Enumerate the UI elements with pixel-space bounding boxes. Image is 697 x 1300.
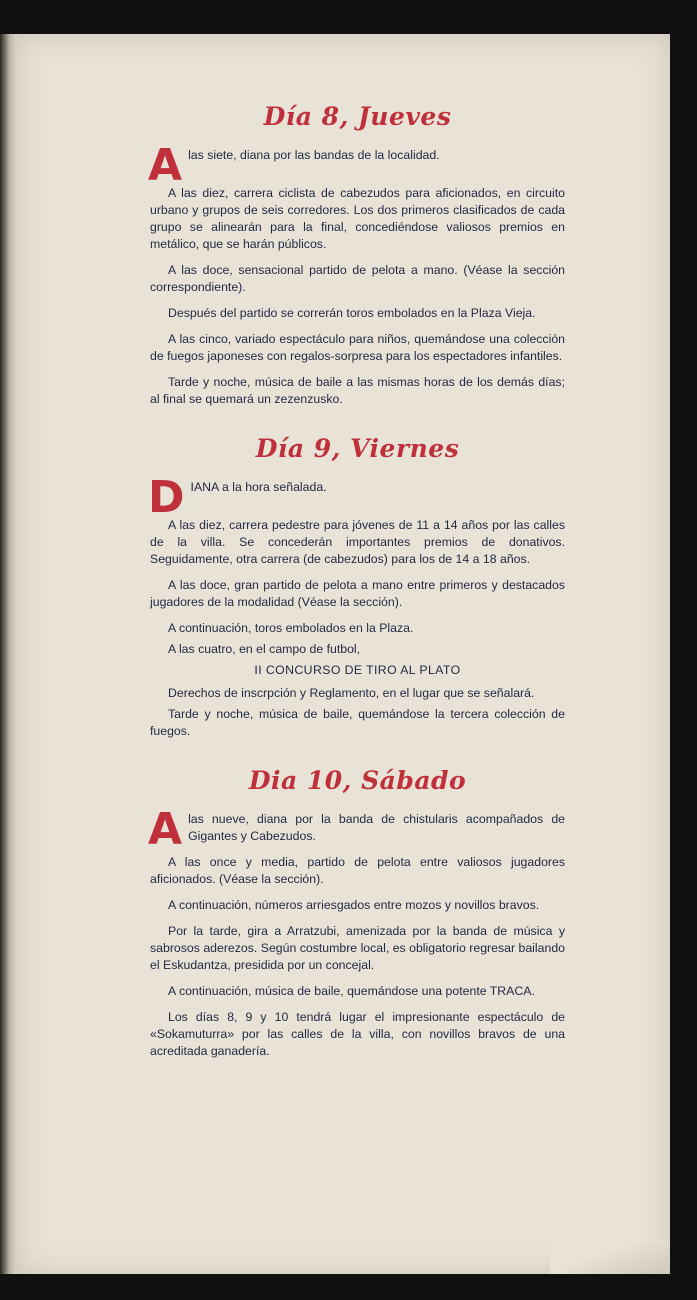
day-9-section: [148, 434, 565, 740]
day-8-paragraph: A las diez, carrera ciclista de cabezudos para aficionados, en circuito urbano y grupos de seis corredores. Los dos primeros clasificados de cada grupo se alinearán para la final, concediéndose valiosos premios en metálico, que se harán públicos.: [150, 186, 565, 251]
day-8-paragraph: A las cinco, variado espectáculo para niños, quemándose una colección de fuegos japoneses con regalos-sorpresa para los espectadores infantiles.: [150, 332, 565, 363]
binding-spine: [0, 34, 16, 1274]
day-10-paragraph: Por la tarde, gira a Arratzubi, amenizada por la banda de música y sabrosos aderezos. Según costumbre local, es obligatorio regresar bailando el Eskudantza, presidida por un concejal.: [150, 924, 565, 972]
day-9-dropcap: D: [148, 472, 185, 523]
day-9-lead-text: IANA a la hora señalada.: [190, 480, 327, 494]
day-8-lead-paragraph: [148, 140, 565, 191]
day-8-paragraph: Tarde y noche, música de baile a las mismas horas de los demás días; al final se quemará un zezenzusko.: [150, 375, 565, 406]
day-9-lead-paragraph: [148, 472, 565, 523]
day-9-paragraph: A las doce, gran partido de pelota a mano entre primeros y destacados jugadores de la modalidad (Véase la sección).: [150, 578, 565, 609]
day-9-title: Día 9, Viernes: [255, 434, 460, 463]
day-10-paragraph: A las once y media, partido de pelota entre valiosos jugadores aficionados. (Véase la sección).: [150, 855, 565, 886]
day-9-paragraph: A las cuatro, en el campo de futbol,: [168, 642, 361, 656]
page-corner: [550, 1240, 670, 1274]
day-8-title: Día 8, Jueves: [263, 102, 452, 131]
day-8-section: [148, 102, 565, 408]
day-8-lead-text: las siete, diana por las bandas de la localidad.: [188, 148, 440, 162]
day-10-section: [148, 766, 565, 1060]
day-10-paragraph: A continuación, música de baile, quemándose una potente TRACA.: [168, 984, 535, 998]
day-10-title: Dia 10, Sábado: [248, 766, 467, 795]
day-10-paragraph: A continuación, números arriesgados entre mozos y novillos bravos.: [168, 898, 540, 912]
day-9-paragraph: Derechos de inscrpción y Reglamento, en el lugar que se señalará.: [168, 686, 535, 700]
day-9-paragraph: A continuación, toros embolados en la Plaza.: [168, 621, 414, 635]
program-content: [150, 78, 565, 1069]
day-9-paragraph: A las diez, carrera pedestre para jóvenes de 11 a 14 años por las calles de la villa. Se concederán importantes premios de donativos. Seguidamente, otra carrera (de cabezudos) para los de 14 a 18 años.: [150, 518, 565, 566]
day-8-paragraph: Después del partido se correrán toros embolados en la Plaza Vieja.: [168, 306, 536, 320]
day-8-paragraph: A las doce, sensacional partido de pelota a mano. (Véase la sección correspondiente).: [150, 263, 565, 294]
day-10-lead-text: las nueve, diana por la banda de chistularis acompañados de Gigantes y Cabezudos.: [188, 812, 565, 843]
day-10-dropcap: A: [148, 804, 183, 855]
day-9-paragraph: Tarde y noche, música de baile, quemándose la tercera colección de fuegos.: [150, 707, 565, 738]
day-9-contest-title: II CONCURSO DE TIRO AL PLATO: [254, 663, 461, 677]
day-8-dropcap: A: [148, 140, 183, 191]
day-10-lead-paragraph: [148, 804, 565, 855]
day-10-paragraph: Los días 8, 9 y 10 tendrá lugar el impresionante espectáculo de «Sokamuturra» por las calles de la villa, con novillos bravos de una acreditada ganadería.: [150, 1010, 565, 1058]
